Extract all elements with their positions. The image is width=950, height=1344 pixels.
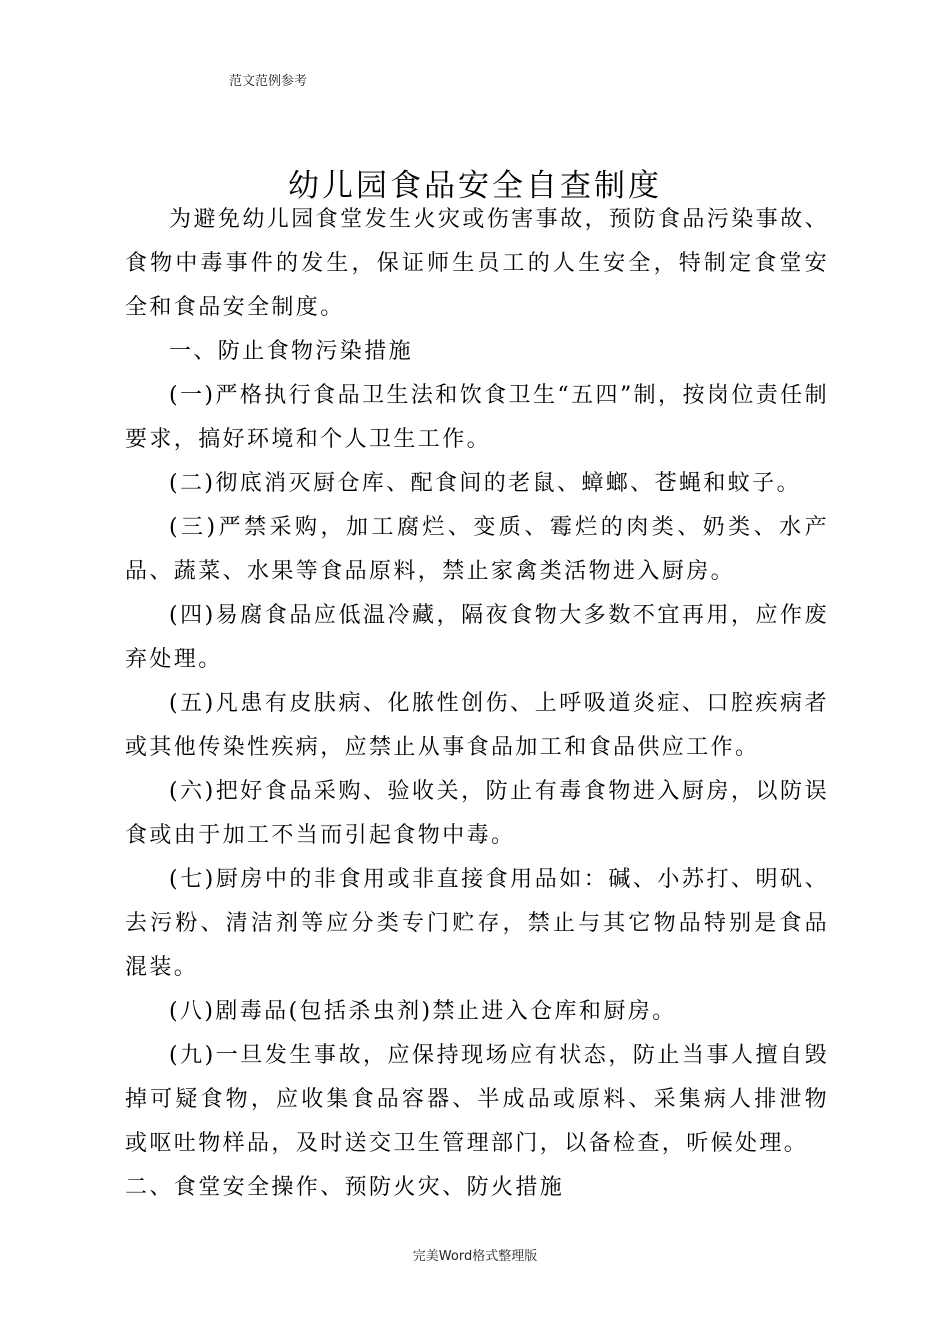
page-footer-label: 完美Word格式整理版 bbox=[412, 1249, 538, 1264]
page-header-label: 范文范例参考 bbox=[229, 74, 308, 89]
list-item-7: (七)厨房中的非食用或非直接食用品如：碱、小苏打、明矾、去污粉、清洁剂等应分类专门贮存，禁止与其它物品特别是食品混装。 bbox=[125, 867, 829, 980]
list-item-4: (四)易腐食品应低温冷藏，隔夜食物大多数不宜再用，应作废弃处理。 bbox=[125, 603, 829, 672]
section-heading-2: 二、食堂安全操作、预防火灾、防火措施 bbox=[125, 1175, 565, 1200]
list-item-6: (六)把好食品采购、验收关，防止有毒食物进入厨房，以防误食或由于加工不当而引起食物中毒。 bbox=[125, 779, 829, 848]
document-title: 幼儿园食品安全自查制度 bbox=[288, 167, 662, 204]
list-item-2: (二)彻底消灭厨仓库、配食间的老鼠、蟑螂、苍蝇和蚊子。 bbox=[169, 471, 801, 496]
section-heading-1: 一、防止食物污染措施 bbox=[169, 339, 414, 364]
list-item-1: (一)严格执行食品卫生法和饮食卫生“五四”制，按岗位责任制要求，搞好环境和个人卫生工作。 bbox=[125, 383, 829, 452]
document-body bbox=[125, 198, 829, 1210]
list-item-8: (八)剧毒品(包括杀虫剂)禁止进入仓库和厨房。 bbox=[169, 999, 677, 1024]
list-item-3: (三)严禁采购，加工腐烂、变质、霉烂的肉类、奶类、水产品、蔬菜、水果等食品原料，禁止家禽类活物进入厨房。 bbox=[125, 515, 829, 584]
list-item-5: (五)凡患有皮肤病、化脓性创伤、上呼吸道炎症、口腔疾病者或其他传染性疾病，应禁止从事食品加工和食品供应工作。 bbox=[125, 691, 829, 760]
list-item-9: (九)一旦发生事故，应保持现场应有状态，防止当事人擅自毁掉可疑食物，应收集食品容器、半成品或原料、采集病人排泄物或呕吐物样品，及时送交卫生管理部门，以备检查，听候处理。 bbox=[125, 1043, 829, 1156]
intro-paragraph: 为避免幼儿园食堂发生火灾或伤害事故，预防食品污染事故、食物中毒事件的发生，保证师生员工的人生安全，特制定食堂安全和食品安全制度。 bbox=[125, 207, 829, 320]
